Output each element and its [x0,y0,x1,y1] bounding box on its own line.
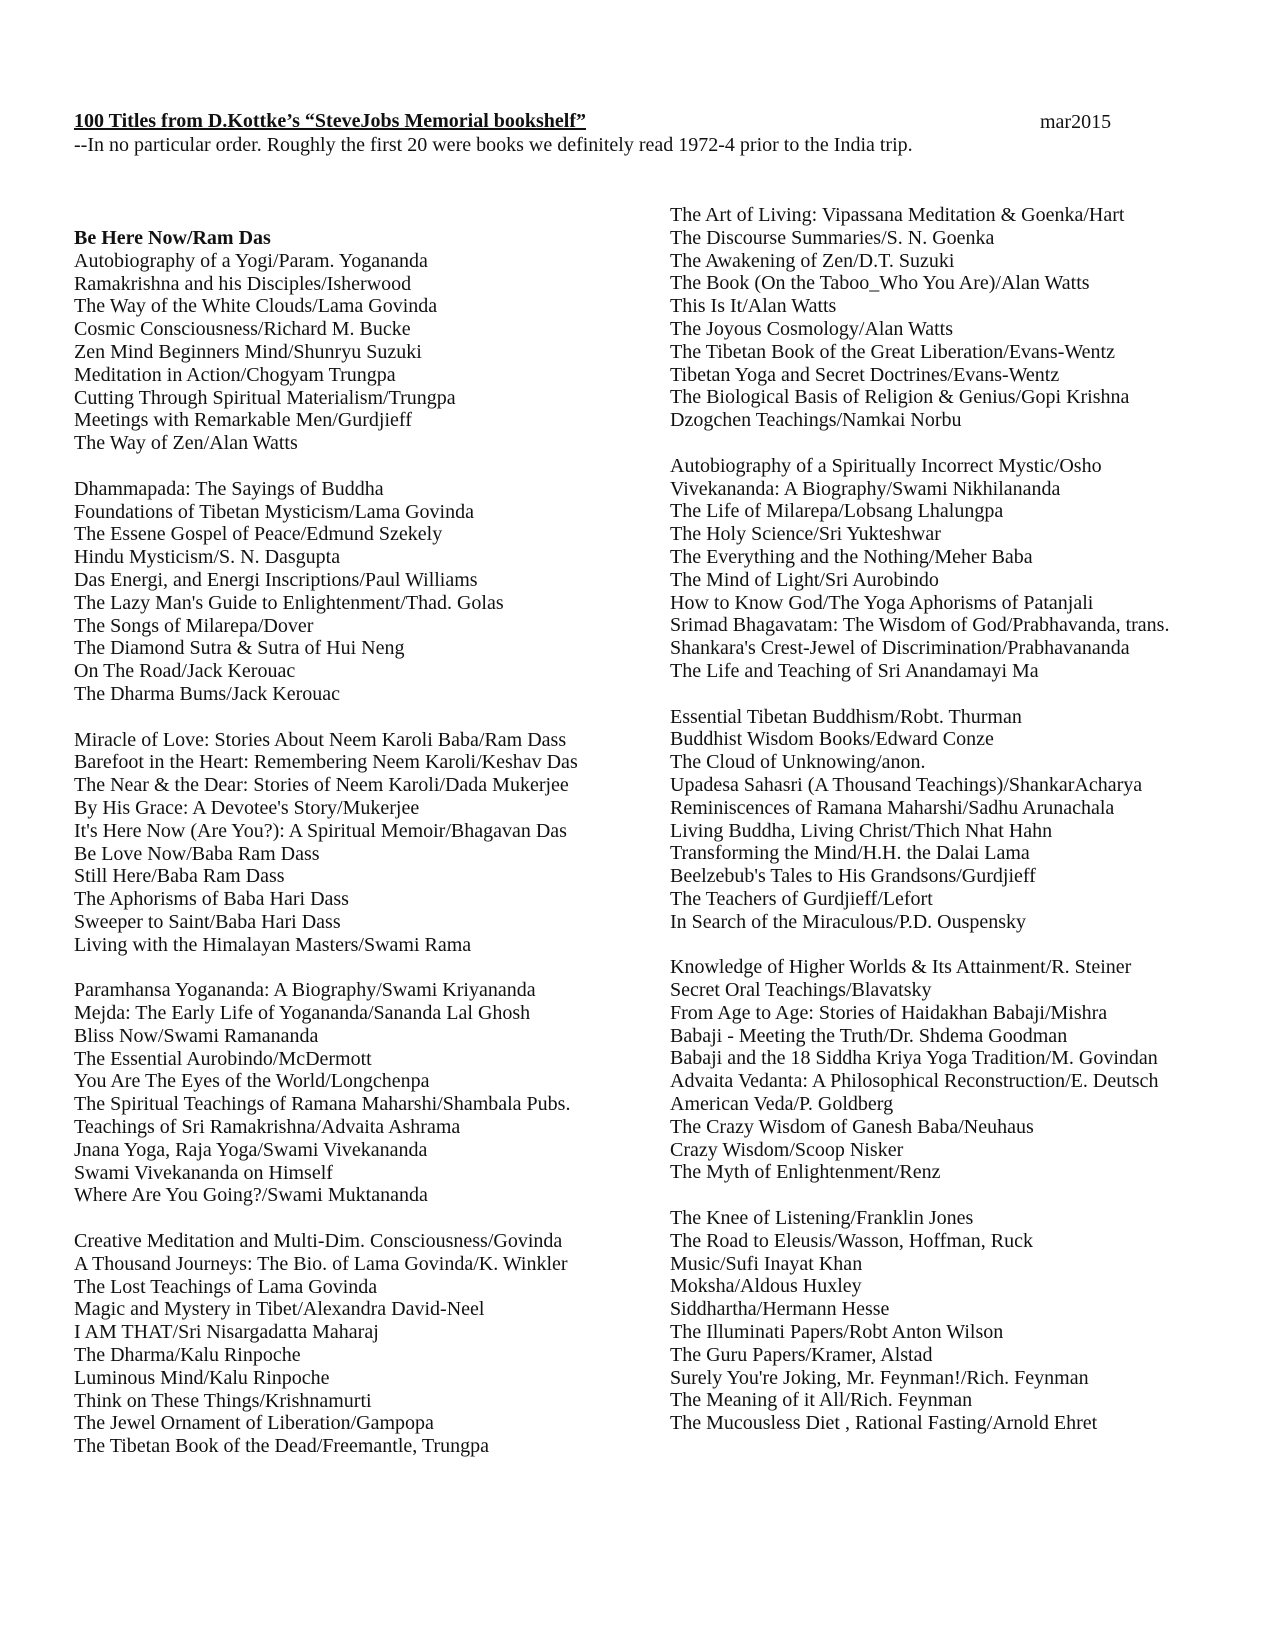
book-title: The Awakening of Zen/D.T. Suzuki [670,249,955,272]
book-title: Siddhartha/Hermann Hesse [670,1298,890,1321]
book-title: Paramhansa Yogananda: A Biography/Swami Kriyananda [74,979,536,1002]
book-title: Secret Oral Teachings/Blavatsky [670,979,932,1002]
book-title: Miracle of Love: Stories About Neem Karoli Baba/Ram Dass [74,728,567,751]
book-title: It's Here Now (Are You?): A Spiritual Memoir/Bhagavan Das [74,819,567,842]
book-title: The Jewel Ornament of Liberation/Gampopa [74,1412,434,1435]
book-title: How to Know God/The Yoga Aphorisms of Patanjali [670,591,1094,614]
book-title: Swami Vivekananda on Himself [74,1161,333,1184]
book-title: The Illuminati Papers/Robt Anton Wilson [670,1321,1004,1344]
book-title: Teachings of Sri Ramakrishna/Advaita Ashrama [74,1116,461,1139]
book-title: Tibetan Yoga and Secret Doctrines/Evans-Wentz [670,363,1060,386]
book-title: On The Road/Jack Kerouac [74,660,296,683]
book-title: Meditation in Action/Chogyam Trungpa [74,363,396,386]
book-title: The Road to Eleusis/Wasson, Hoffman, Ruck [670,1229,1033,1252]
book-title: The Diamond Sutra & Sutra of Hui Neng [74,637,405,660]
book-title: Vivekananda: A Biography/Swami Nikhilananda [670,477,1061,500]
book-title: Think on These Things/Krishnamurti [74,1389,372,1412]
book-title: This Is It/Alan Watts [670,295,837,318]
book-title: The Discourse Summaries/S. N. Goenka [670,226,995,249]
book-title: The Aphorisms of Baba Hari Dass [74,888,349,911]
book-title: Crazy Wisdom/Scoop Nisker [670,1138,904,1161]
book-title: The Book (On the Taboo_Who You Are)/Alan Watts [670,272,1090,295]
book-title: Still Here/Baba Ram Dass [74,865,285,888]
book-title: Meetings with Remarkable Men/Gurdjieff [74,409,412,432]
book-title: The Cloud of Unknowing/anon. [670,751,926,774]
book-title: Where Are You Going?/Swami Muktananda [74,1184,428,1207]
book-title: I AM THAT/Sri Nisargadatta Maharaj [74,1321,379,1344]
book-title: American Veda/P. Goldberg [670,1093,894,1116]
book-title: The Myth of Enlightenment/Renz [670,1161,941,1184]
book-title: Dzogchen Teachings/Namkai Norbu [670,409,962,432]
book-title: You Are The Eyes of the World/Longchenpa [74,1070,430,1093]
book-title: Essential Tibetan Buddhism/Robt. Thurman [670,705,1022,728]
book-title: Mejda: The Early Life of Yogananda/Sananda Lal Ghosh [74,1002,531,1025]
book-title: The Knee of Listening/Franklin Jones [670,1207,974,1230]
book-title: The Lost Teachings of Lama Govinda [74,1275,378,1298]
book-title: Ramakrishna and his Disciples/Isherwood [74,272,412,295]
book-title: Music/Sufi Inayat Khan [670,1252,863,1275]
book-title: The Essene Gospel of Peace/Edmund Szekely [74,523,443,546]
book-title: Creative Meditation and Multi-Dim. Consciousness/Govinda [74,1230,563,1253]
book-title: Be Here Now/Ram Das [74,227,271,249]
book-title: Knowledge of Higher Worlds & Its Attainment/R. Steiner [670,956,1132,979]
book-title: The Crazy Wisdom of Ganesh Baba/Neuhaus [670,1115,1034,1138]
book-title: The Life of Milarepa/Lobsang Lhalungpa [670,500,1004,523]
book-title: The Biological Basis of Religion & Genius/Gopi Krishna [670,386,1130,409]
page-title: 100 Titles from D.Kottke’s “SteveJobs Memorial bookshelf” [74,110,587,132]
book-title: Foundations of Tibetan Mysticism/Lama Govinda [74,500,474,523]
page-subtitle: --In no particular order. Roughly the first 20 were books we definitely read 1972-4 prior to the India trip. [74,134,913,156]
book-title: Hindu Mysticism/S. N. Dasgupta [74,546,341,569]
book-group [670,204,1169,432]
right-column [670,204,1169,1458]
book-title: Babaji and the 18 Siddha Kriya Yoga Tradition/M. Govindan [670,1047,1158,1070]
book-title: Moksha/Aldous Huxley [670,1275,862,1298]
book-title: Beelzebub's Tales to His Grandsons/Gurdjieff [670,865,1036,888]
book-title: The Life and Teaching of Sri Anandamayi Ma [670,659,1039,682]
book-title: The Mind of Light/Sri Aurobindo [670,568,939,591]
book-title: The Art of Living: Vipassana Meditation & Goenka/Hart [670,204,1125,226]
book-title: The Joyous Cosmology/Alan Watts [670,317,954,340]
book-title: Luminous Mind/Kalu Rinpoche [74,1366,330,1389]
book-title: Srimad Bhagavatam: The Wisdom of God/Prabhavanda, trans. [670,614,1170,637]
date-label: mar2015 [1040,111,1112,133]
book-title: Cosmic Consciousness/Richard M. Bucke [74,318,411,341]
book-title: Babaji - Meeting the Truth/Dr. Shdema Goodman [670,1024,1068,1047]
book-title: The Tibetan Book of the Dead/Freemantle, Trungpa [74,1435,489,1458]
book-title: Das Energi, and Energi Inscriptions/Paul Williams [74,568,478,591]
book-group [74,1230,578,1458]
book-title: The Teachers of Gurdjieff/Lefort [670,887,933,910]
book-group [670,706,1169,934]
book-title: In Search of the Miraculous/P.D. Ouspensky [670,910,1027,933]
book-title: Transforming the Mind/H.H. the Dalai Lama [670,842,1030,865]
book-title: Living Buddha, Living Christ/Thich Nhat Hahn [670,819,1053,842]
book-title: The Tibetan Book of the Great Liberation/Evans-Wentz [670,340,1115,363]
book-title: Jnana Yoga, Raja Yoga/Swami Vivekananda [74,1138,428,1161]
book-title: The Dharma/Kalu Rinpoche [74,1344,301,1367]
book-title: Advaita Vedanta: A Philosophical Reconstruction/E. Deutsch [670,1070,1159,1093]
book-title: The Near & the Dear: Stories of Neem Karoli/Dada Mukerjee [74,774,569,797]
book-title: Bliss Now/Swami Ramananda [74,1024,319,1047]
book-title: Barefoot in the Heart: Remembering Neem Karoli/Keshav Das [74,751,578,774]
book-title: Sweeper to Saint/Baba Hari Dass [74,910,341,933]
book-title: Living with the Himalayan Masters/Swami Rama [74,933,472,956]
book-title: Shankara's Crest-Jewel of Discrimination/Prabhavananda [670,637,1130,660]
book-title: The Holy Science/Sri Yukteshwar [670,523,941,546]
book-title: From Age to Age: Stories of Haidakhan Babaji/Mishra [670,1001,1108,1024]
book-title: The Meaning of it All/Rich. Feynman [670,1389,973,1412]
book-title: Reminiscences of Ramana Maharshi/Sadhu Arunachala [670,796,1115,819]
book-title: The Mucousless Diet , Rational Fasting/Arnold Ehret [670,1412,1098,1435]
book-title: Buddhist Wisdom Books/Edward Conze [670,728,994,751]
book-title: The Guru Papers/Kramer, Alstad [670,1343,933,1366]
book-title: Magic and Mystery in Tibet/Alexandra David-Neel [74,1298,485,1321]
left-column [74,227,578,1481]
book-title: The Essential Aurobindo/McDermott [74,1047,372,1070]
book-title: The Way of the White Clouds/Lama Govinda [74,295,438,318]
book-group [670,956,1169,1184]
book-group [74,979,578,1207]
book-group [74,227,578,455]
book-title: The Way of Zen/Alan Watts [74,432,298,455]
book-group [74,478,578,706]
book-group [74,729,578,957]
book-group [670,455,1169,683]
book-title: The Spiritual Teachings of Ramana Maharshi/Shambala Pubs. [74,1093,571,1116]
book-title: Zen Mind Beginners Mind/Shunryu Suzuki [74,340,422,363]
book-title: By His Grace: A Devotee's Story/Mukerjee [74,796,420,819]
book-title: The Dharma Bums/Jack Kerouac [74,682,341,705]
book-title: The Everything and the Nothing/Meher Baba [670,545,1033,568]
book-title: Dhammapada: The Sayings of Buddha [74,477,384,500]
book-title: Surely You're Joking, Mr. Feynman!/Rich. Feynman [670,1366,1089,1389]
book-title: Be Love Now/Baba Ram Dass [74,842,320,865]
book-title: Autobiography of a Spiritually Incorrect Mystic/Osho [670,454,1102,477]
book-title: Upadesa Sahasri (A Thousand Teachings)/ShankarAcharya [670,773,1143,796]
book-group [670,1207,1169,1435]
book-title: A Thousand Journeys: The Bio. of Lama Govinda/K. Winkler [74,1252,568,1275]
book-title: The Lazy Man's Guide to Enlightenment/Thad. Golas [74,591,504,614]
book-title: The Songs of Milarepa/Dover [74,614,314,637]
book-title: Autobiography of a Yogi/Param. Yogananda [74,249,428,272]
book-title: Cutting Through Spiritual Materialism/Trungpa [74,386,456,409]
